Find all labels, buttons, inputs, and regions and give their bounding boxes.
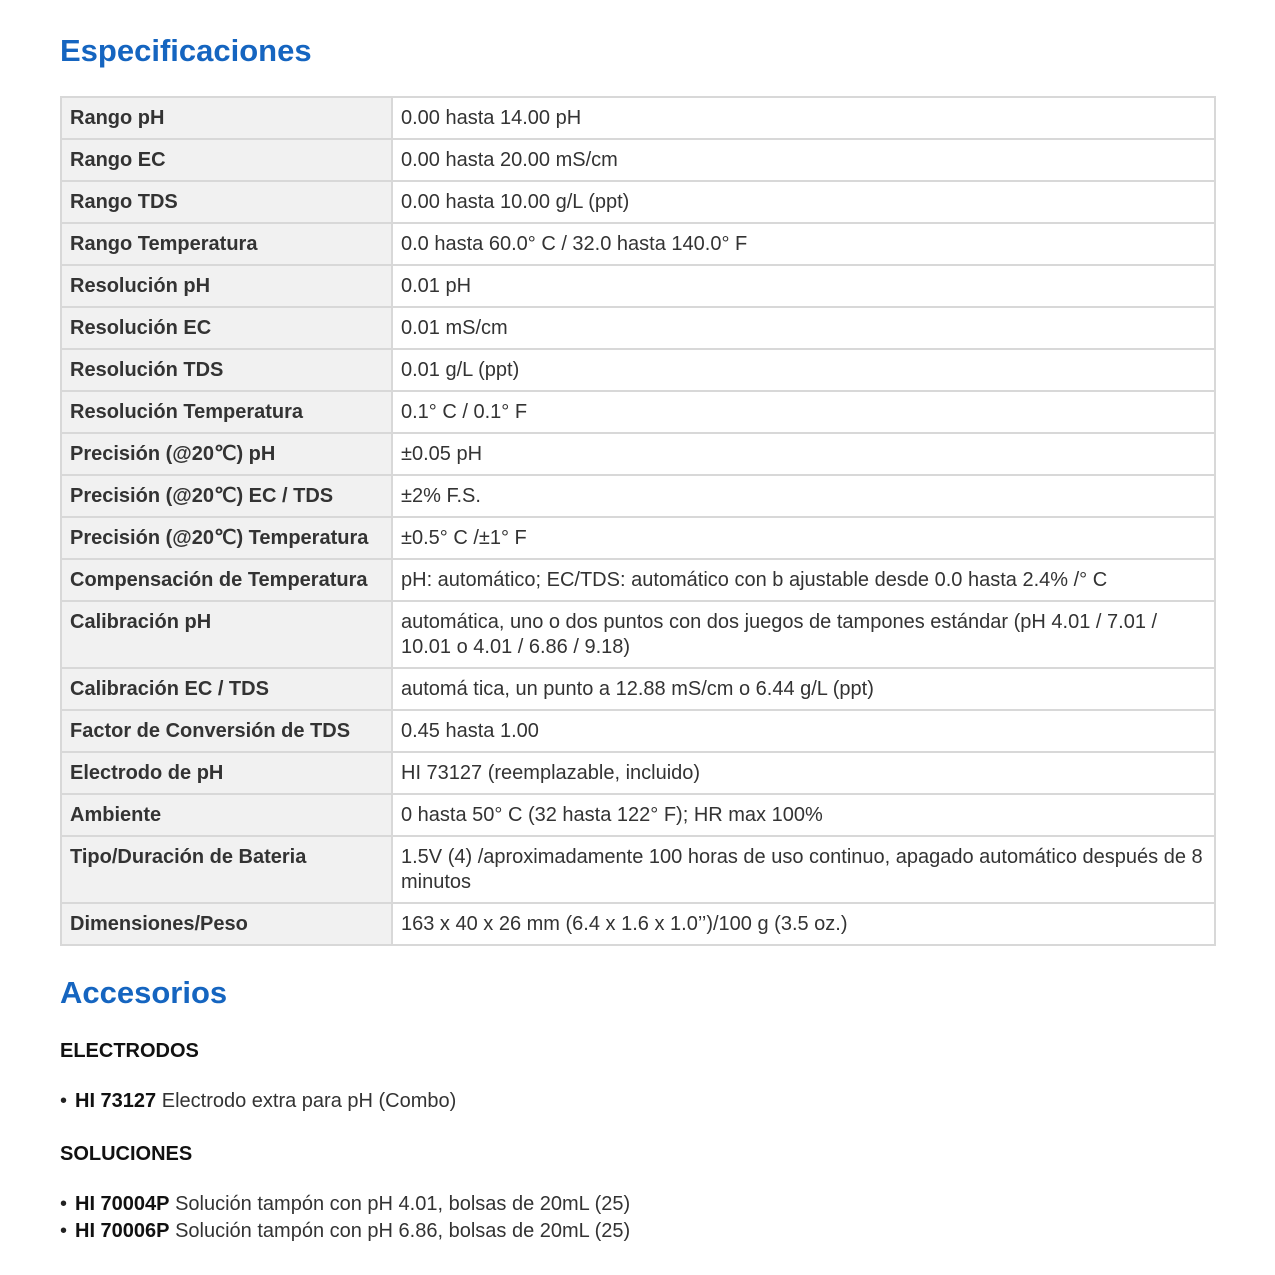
spec-row [61,223,1215,265]
spec-label: Precisión (@20℃) EC / TDS [61,475,392,517]
solutions-subheading: SOLUCIONES [60,1143,193,1165]
accessories-heading: Accesorios [60,975,228,1010]
solutions-list [60,1191,630,1245]
spec-row [61,475,1215,517]
spec-label: Ambiente [61,794,392,836]
list-item [60,1218,630,1245]
spec-value: 0.01 pH [392,265,1215,307]
spec-row [61,517,1215,559]
spec-value: 0 hasta 50° C (32 hasta 122° F); HR max 100% [392,794,1215,836]
spec-label: Electrodo de pH [61,752,392,794]
spec-label: Resolución EC [61,307,392,349]
bullet-icon: • [60,1193,68,1215]
spec-value: 0.45 hasta 1.00 [392,710,1215,752]
spec-label: Rango EC [61,139,392,181]
spec-row [61,794,1215,836]
bullet-icon: • [60,1090,68,1112]
spec-row [61,710,1215,752]
spec-row [61,752,1215,794]
product-description: Electrodo extra para pH (Combo) [161,1090,457,1112]
spec-label: Factor de Conversión de TDS [61,710,392,752]
spec-value: ±2% F.S. [392,475,1215,517]
spec-value: 1.5V (4) /aproximadamente 100 horas de uso continuo, apagado automático después de 8 minutos [392,836,1215,903]
spec-row [61,139,1215,181]
spec-value: 0.01 g/L (ppt) [392,349,1215,391]
spec-value: automática, uno o dos puntos con dos juegos de tampones estándar (pH 4.01 / 7.01 / 10.01 o 4.01 / 6.86 / 9.18) [392,601,1215,668]
product-code: HI 73127 [75,1090,157,1112]
spec-value: ±0.5° C /±1° F [392,517,1215,559]
specifications-table [60,96,1216,946]
spec-value: 0.00 hasta 14.00 pH [392,97,1215,139]
spec-row [61,307,1215,349]
spec-row [61,903,1215,945]
spec-label: Resolución Temperatura [61,391,392,433]
spec-value: 0.00 hasta 10.00 g/L (ppt) [392,181,1215,223]
spec-label: Calibración EC / TDS [61,668,392,710]
spec-label: Rango pH [61,97,392,139]
list-item [60,1191,630,1218]
spec-row [61,265,1215,307]
spec-row [61,97,1215,139]
spec-value: 0.01 mS/cm [392,307,1215,349]
product-description: Solución tampón con pH 4.01, bolsas de 20mL (25) [175,1193,631,1215]
spec-label: Rango TDS [61,181,392,223]
spec-value: 0.0 hasta 60.0° C / 32.0 hasta 140.0° F [392,223,1215,265]
spec-row [61,391,1215,433]
spec-value: HI 73127 (reemplazable, incluido) [392,752,1215,794]
product-code: HI 70004P [75,1193,170,1215]
spec-value: 163 x 40 x 26 mm (6.4 x 1.6 x 1.0’’)/100 g (3.5 oz.) [392,903,1215,945]
product-code: HI 70006P [75,1220,170,1242]
spec-label: Compensación de Temperatura [61,559,392,601]
electrodes-subheading: ELECTRODOS [60,1040,199,1062]
spec-label: Calibración pH [61,601,392,668]
spec-label: Tipo/Duración de Bateria [61,836,392,903]
spec-value: ±0.05 pH [392,433,1215,475]
product-description: Solución tampón con pH 6.86, bolsas de 20mL (25) [175,1220,631,1242]
spec-value: automá tica, un punto a 12.88 mS/cm o 6.44 g/L (ppt) [392,668,1215,710]
spec-label: Resolución pH [61,265,392,307]
spec-row [61,668,1215,710]
spec-label: Resolución TDS [61,349,392,391]
spec-label: Dimensiones/Peso [61,903,392,945]
specifications-heading: Especificaciones [60,33,312,68]
spec-row [61,559,1215,601]
list-item [60,1088,456,1115]
spec-row [61,181,1215,223]
spec-label: Precisión (@20℃) pH [61,433,392,475]
spec-row [61,836,1215,903]
spec-label: Rango Temperatura [61,223,392,265]
electrodes-list [60,1088,456,1115]
spec-value: 0.00 hasta 20.00 mS/cm [392,139,1215,181]
spec-value: pH: automático; EC/TDS: automático con b ajustable desde 0.0 hasta 2.4% /° C [392,559,1215,601]
spec-value: 0.1° C / 0.1° F [392,391,1215,433]
spec-row [61,433,1215,475]
spec-row [61,601,1215,668]
spec-label: Precisión (@20℃) Temperatura [61,517,392,559]
spec-row [61,349,1215,391]
bullet-icon: • [60,1220,68,1242]
